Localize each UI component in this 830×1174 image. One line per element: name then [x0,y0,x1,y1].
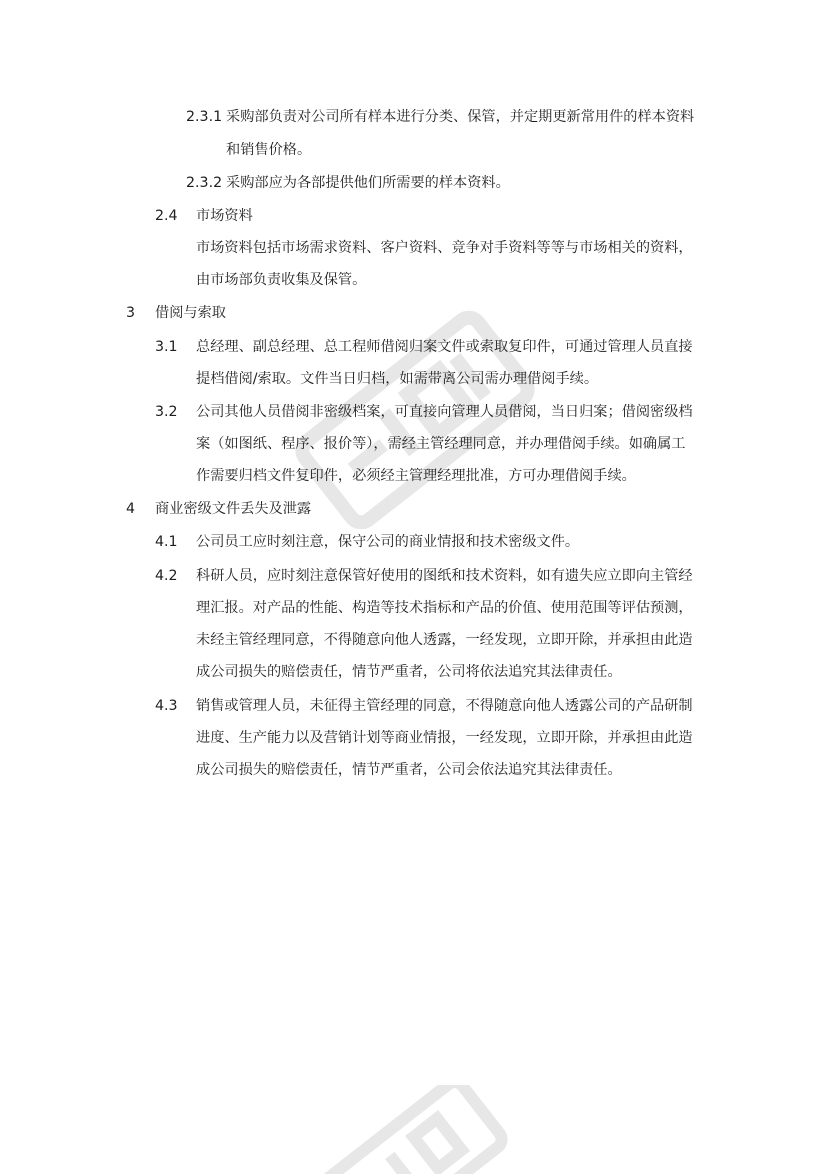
section-number: 3.1 [155,339,178,355]
section-number: 4.1 [155,534,178,550]
paragraph-line: 科研人员，应时刻注意保管好使用的图纸和技术资料，如有遗失应立即向主管经 [196,568,693,584]
watermark-stamp-icon [300,1085,520,1174]
section-number: 2.3.1 [186,109,223,125]
paragraph-line: 公司员工应时刻注意，保守公司的商业情报和技术密级文件。 [196,534,580,550]
paragraph-line: 提档借阅/索取。文件当日归档，如需带离公司需办理借阅手续。 [196,371,599,387]
section-title: 商业密级文件丢失及泄露 [155,501,312,517]
section-number: 4.2 [155,568,178,584]
paragraph-line: 采购部负责对公司所有样本进行分类、保管，并定期更新常用件的样本资料 [226,109,695,125]
section-number: 3 [126,305,136,321]
section-number: 2.3.2 [186,175,223,191]
paragraph-line: 总经理、副总经理、总工程师借阅归案文件或索取复印件，可通过管理人员直接 [196,339,693,355]
section-title: 市场资料 [196,208,253,224]
paragraph-line: 作需要归档文件复印件，必须经主管理经理批准，方可办理借阅手续。 [196,468,636,484]
section-title: 借阅与索取 [155,305,226,321]
section-number: 4 [126,501,136,517]
paragraph-line: 成公司损失的赔偿责任，情节严重者，公司会依法追究其法律责任。 [196,762,622,778]
paragraph-line: 采购部应为各部提供他们所需要的样本资料。 [226,175,510,191]
section-number: 3.2 [155,404,178,420]
paragraph-line: 和销售价格。 [226,142,312,158]
paragraph-line: 案（如图纸、程序、报价等），需经主管经理同意，并办理借阅手续。如确属工 [196,436,686,452]
section-number: 4.3 [155,698,178,714]
paragraph-line: 公司其他人员借阅非密级档案，可直接向管理人员借阅，当日归案；借阅密级档 [196,404,693,420]
paragraph-line: 由市场部负责收集及保管。 [196,272,367,288]
paragraph-line: 理汇报。对产品的性能、构造等技术指标和产品的价值、使用范围等评估预测， [196,600,693,616]
section-number: 2.4 [155,208,178,224]
paragraph-line: 未经主管经理同意，不得随意向他人透露，一经发现，立即开除，并承担由此造 [196,632,693,648]
paragraph-line: 销售或管理人员，未征得主管经理的同意，不得随意向他人透露公司的产品研制 [196,698,693,714]
paragraph-line: 进度、生产能力以及营销计划等商业情报，一经发现，立即开除，并承担由此造 [196,730,693,746]
paragraph-line: 成公司损失的赔偿责任，情节严重者，公司将依法追究其法律责任。 [196,664,622,680]
paragraph-line: 市场资料包括市场需求资料、客户资料、竞争对手资料等等与市场相关的资料， [196,240,693,256]
